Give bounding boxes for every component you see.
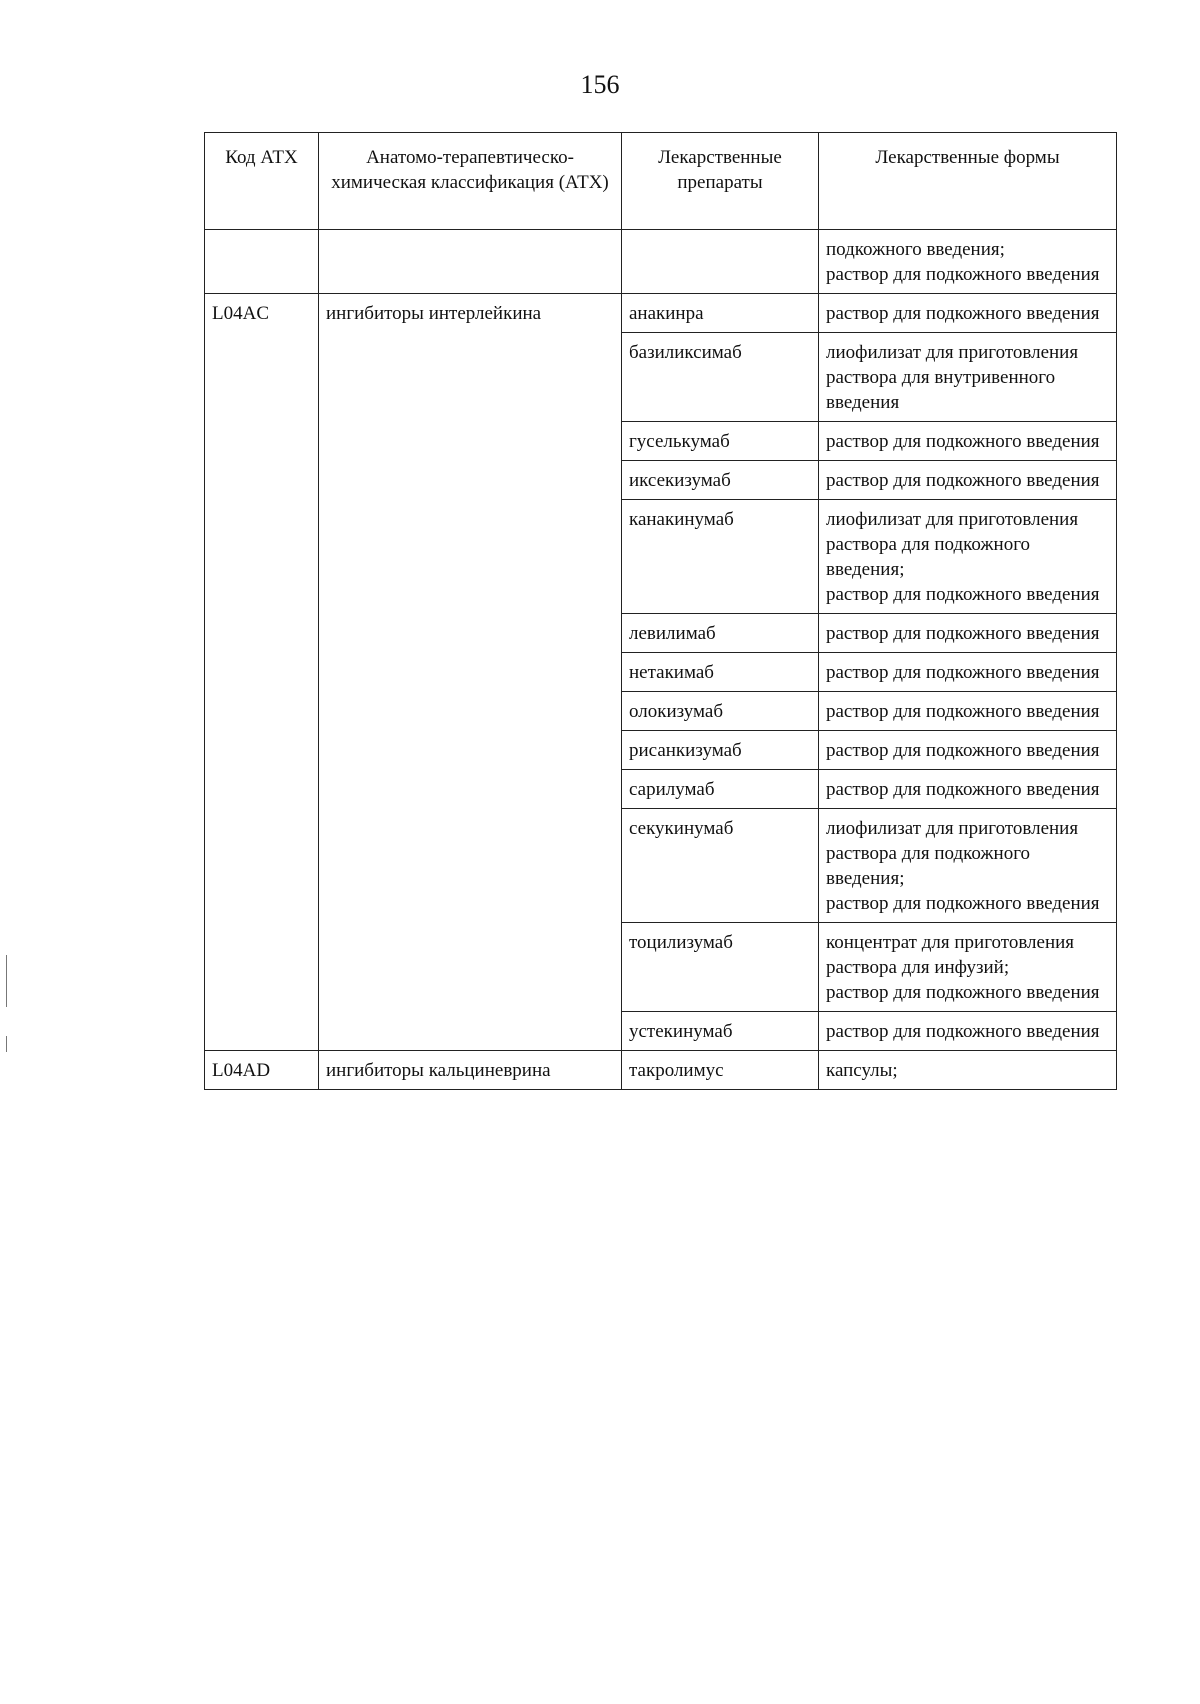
cell-form: концентрат для приготовления раствора для инфузий; раствор для подкожного введения [819,923,1117,1012]
cell-drug: устекинумаб [622,1012,819,1051]
cell-drug: тоцилизумаб [622,923,819,1012]
cell-form: раствор для подкожного введения [819,731,1117,770]
cell-drug: сарилумаб [622,770,819,809]
header-drugs: Лекарственные препараты [622,133,819,230]
cell-form: раствор для подкожного введения [819,692,1117,731]
table-row [205,1051,1117,1090]
cell-drug: гуселькумаб [622,422,819,461]
cell-drug: нетакимаб [622,653,819,692]
cell-form: раствор для подкожного введения [819,294,1117,333]
header-classification: Анатомо-терапевтическо-химическая классификация (АТХ) [319,133,622,230]
table-header-row [205,133,1117,230]
cell-form: лиофилизат для приготовления раствора для подкожного введения; раствор для подкожного введения [819,809,1117,923]
table-body [205,230,1117,1090]
cell-form: раствор для подкожного введения [819,653,1117,692]
cell-drug-empty [622,230,819,294]
cell-drug: базиликсимаб [622,333,819,422]
header-code: Код АТХ [205,133,319,230]
cell-drug: рисанкизумаб [622,731,819,770]
cell-form: лиофилизат для приготовления раствора для подкожного введения; раствор для подкожного введения [819,500,1117,614]
cell-drug: такролимус [622,1051,819,1090]
cell-form: раствор для подкожного введения [819,614,1117,653]
table-row-continuation [205,230,1117,294]
cell-drug: секукинумаб [622,809,819,923]
cell-drug: иксекизумаб [622,461,819,500]
table-row [205,294,1117,333]
cell-drug: левилимаб [622,614,819,653]
cell-atx-code: L04AC [205,294,319,1051]
cell-atx-classification: ингибиторы интерлейкина [319,294,622,1051]
cell-drug: анакинра [622,294,819,333]
cell-class-empty [319,230,622,294]
cell-atx-classification: ингибиторы кальциневрина [319,1051,622,1090]
cell-form: капсулы; [819,1051,1117,1090]
cell-drug: канакинумаб [622,500,819,614]
atx-table [204,132,1117,1090]
cell-form: раствор для подкожного введения [819,422,1117,461]
cell-form: раствор для подкожного введения [819,770,1117,809]
cell-code-empty [205,230,319,294]
cell-form: раствор для подкожного введения [819,461,1117,500]
page-number: 156 [580,70,620,99]
cell-drug: олокизумаб [622,692,819,731]
header-forms: Лекарственные формы [819,133,1117,230]
cell-form: лиофилизат для приготовления раствора для внутривенного введения [819,333,1117,422]
cell-form: раствор для подкожного введения [819,1012,1117,1051]
scan-margin-mark [6,955,7,1007]
cell-form: подкожного введения; раствор для подкожного введения [819,230,1117,294]
cell-atx-code: L04AD [205,1051,319,1090]
scan-margin-mark [6,1036,7,1052]
